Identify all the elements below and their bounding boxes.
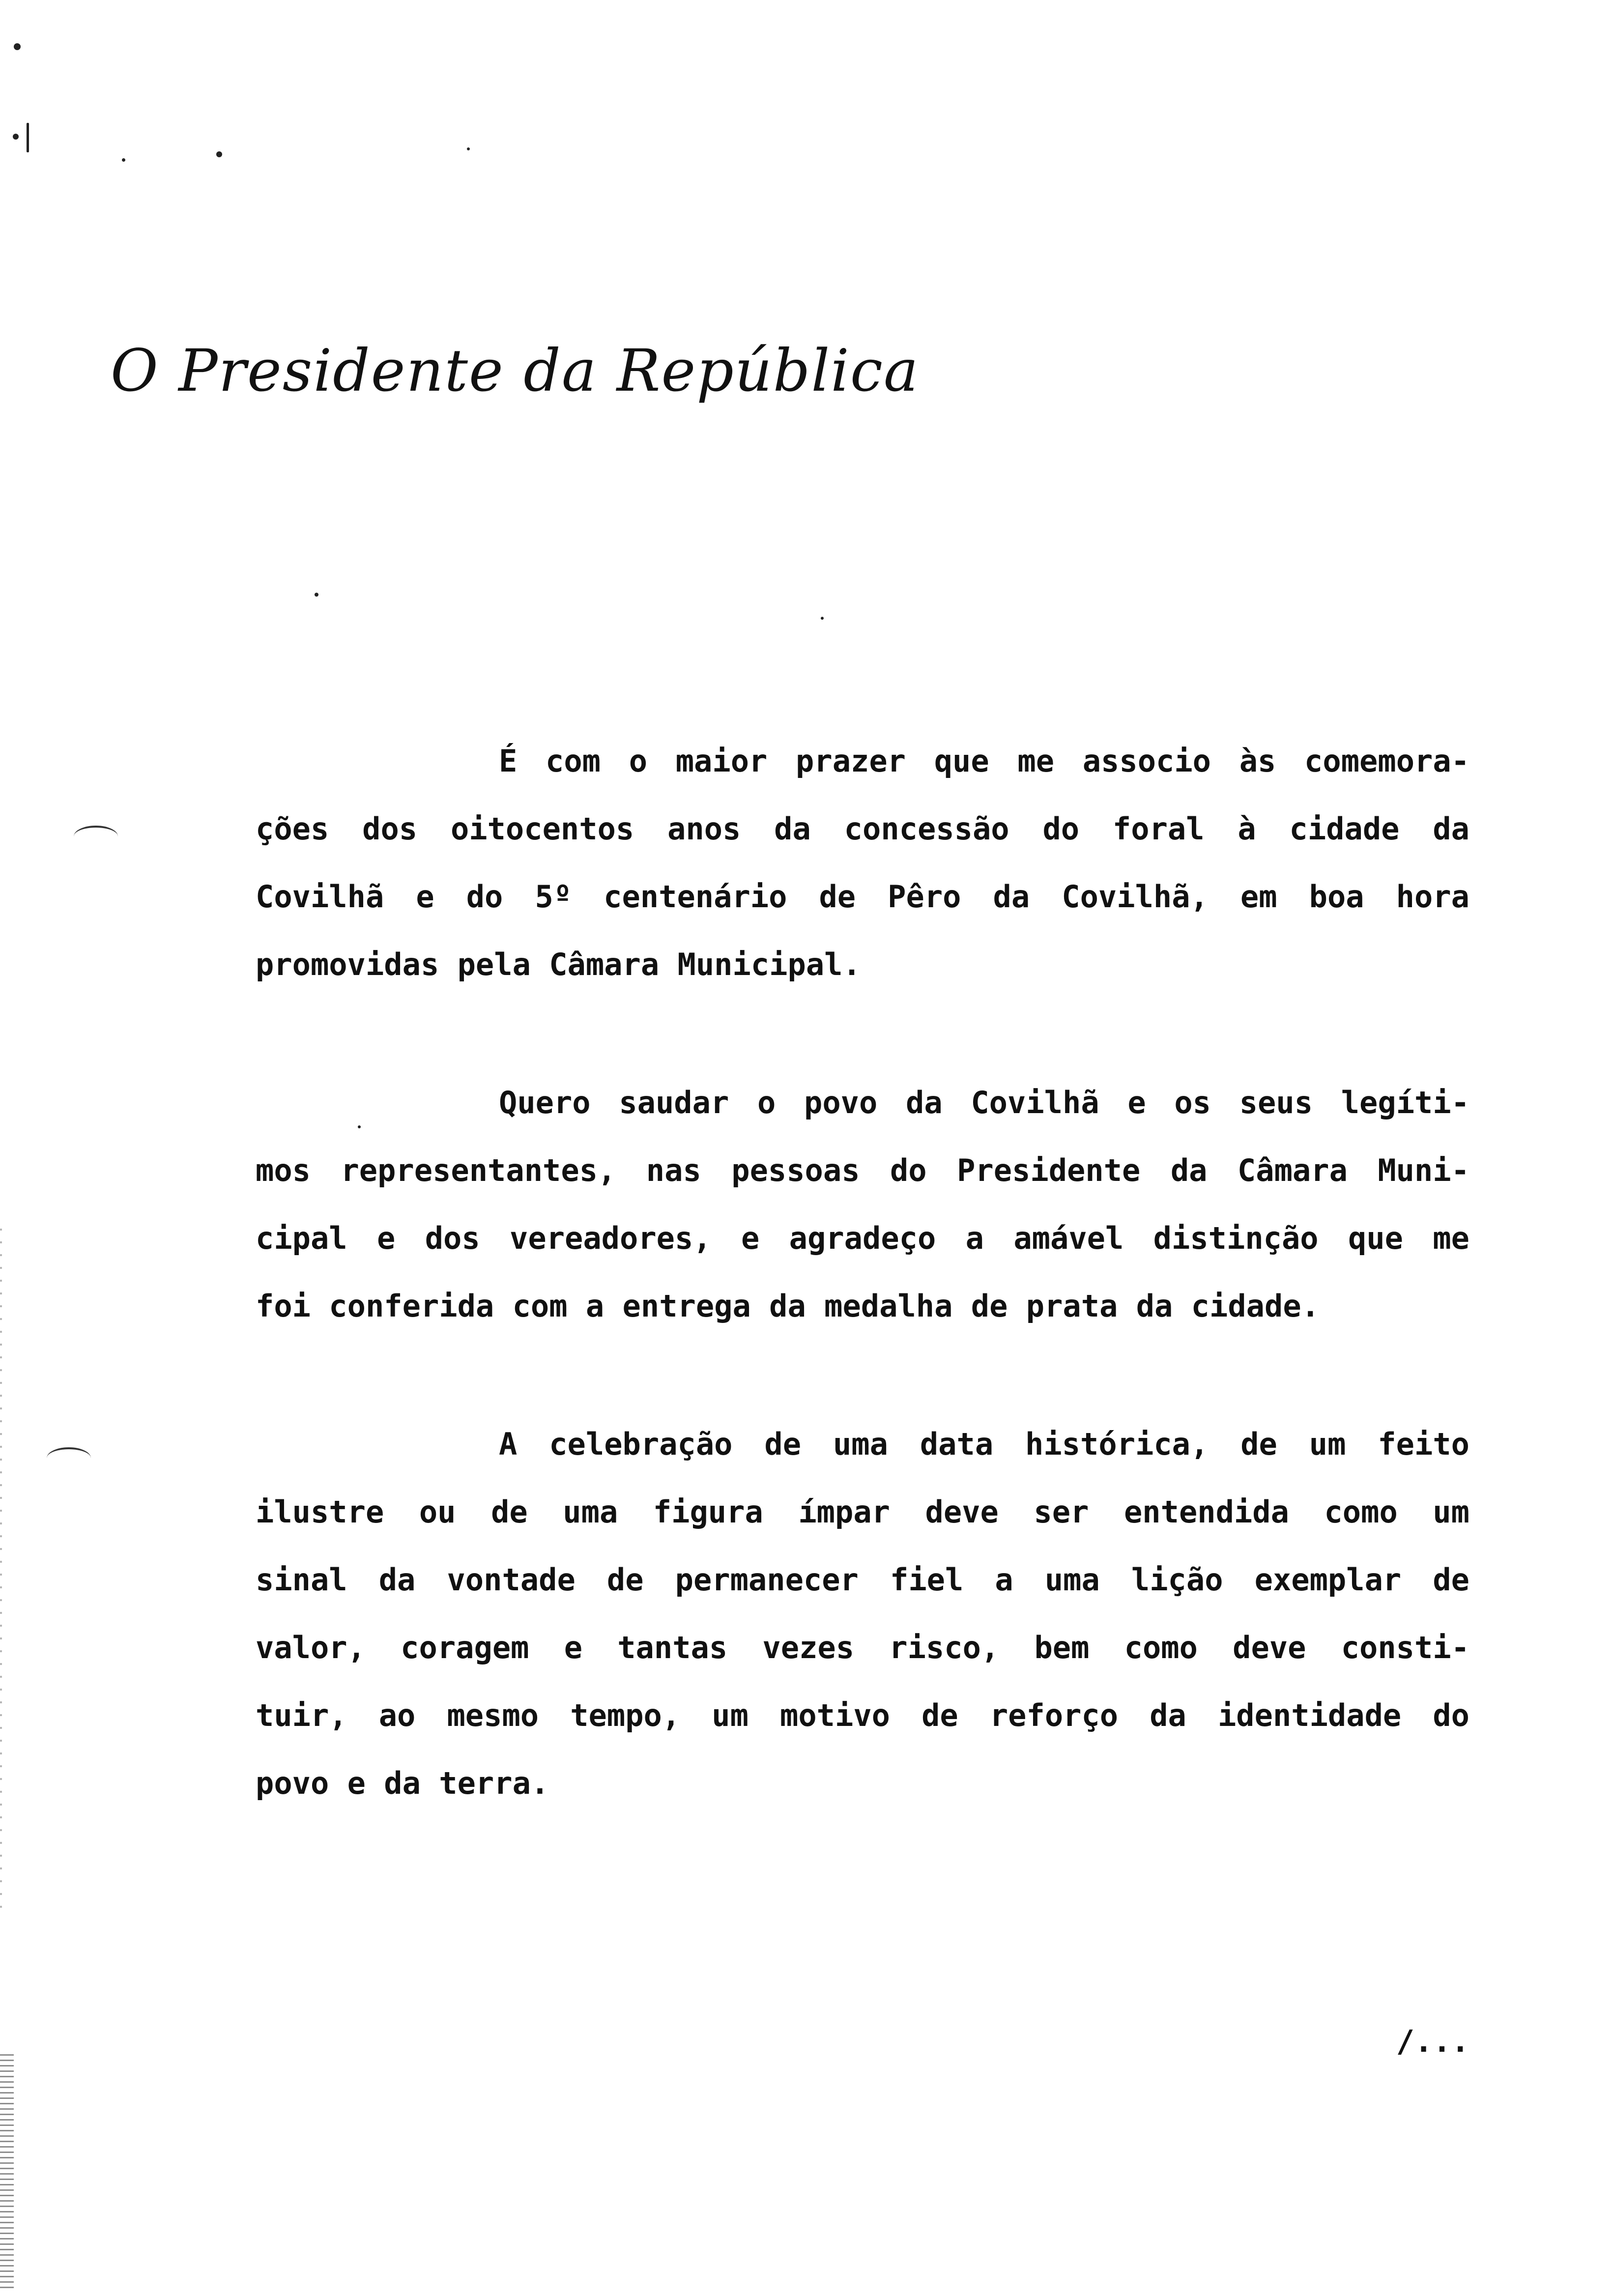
scan-speck	[315, 593, 318, 597]
paragraph-line: mos representantes, nas pessoas do Presidente da Câmara Muni-	[256, 1152, 1469, 1188]
letterhead-title: O Presidente da República	[111, 337, 920, 404]
paragraph-1	[256, 727, 1469, 999]
paragraph-line: promovidas pela Câmara Municipal.	[256, 947, 861, 982]
paragraph-line: valor, coragem e tantas vezes risco, bem como deve consti-	[256, 1630, 1469, 1665]
paragraph-line: A celebração de uma data histórica, de um feito	[499, 1426, 1469, 1462]
paragraph-line: Quero saudar o povo da Covilhã e os seus legíti-	[499, 1085, 1469, 1120]
paragraph-line: ilustre ou de uma figura ímpar deve ser entendida como um	[256, 1494, 1469, 1530]
scan-speck	[216, 151, 222, 157]
paragraph-line: sinal da vontade de permanecer fiel a uma lição exemplar de	[256, 1562, 1469, 1598]
paragraph-line: foi conferida com a entrega da medalha de prata da cidade.	[256, 1288, 1320, 1324]
scan-speck	[122, 158, 125, 162]
scan-edge	[0, 1229, 2, 1917]
scan-speck	[467, 147, 470, 150]
scan-speck	[821, 617, 824, 620]
scan-speck	[27, 123, 29, 152]
continuation-mark: /...	[1396, 2023, 1469, 2059]
scan-speck	[13, 134, 19, 140]
scan-mark	[47, 1447, 91, 1469]
paragraph-3	[256, 1410, 1469, 1817]
scan-speck	[358, 1125, 361, 1128]
paragraph-line: tuir, ao mesmo tempo, um motivo de reforço da identidade do	[256, 1697, 1469, 1733]
paragraph-2	[256, 1069, 1469, 1340]
paragraph-line: Covilhã e do 5º centenário de Pêro da Covilhã, em boa hora	[256, 879, 1469, 915]
paragraph-line: É com o maior prazer que me associo às comemora-	[499, 743, 1469, 779]
scan-mark	[74, 826, 118, 847]
scan-edge	[0, 2054, 14, 2290]
paragraph-line: povo e da terra.	[256, 1765, 549, 1801]
scan-speck	[14, 43, 21, 50]
paragraph-line: cipal e dos vereadores, e agradeço a amável distinção que me	[256, 1220, 1469, 1256]
paragraph-line: ções dos oitocentos anos da concessão do foral à cidade da	[256, 811, 1469, 847]
